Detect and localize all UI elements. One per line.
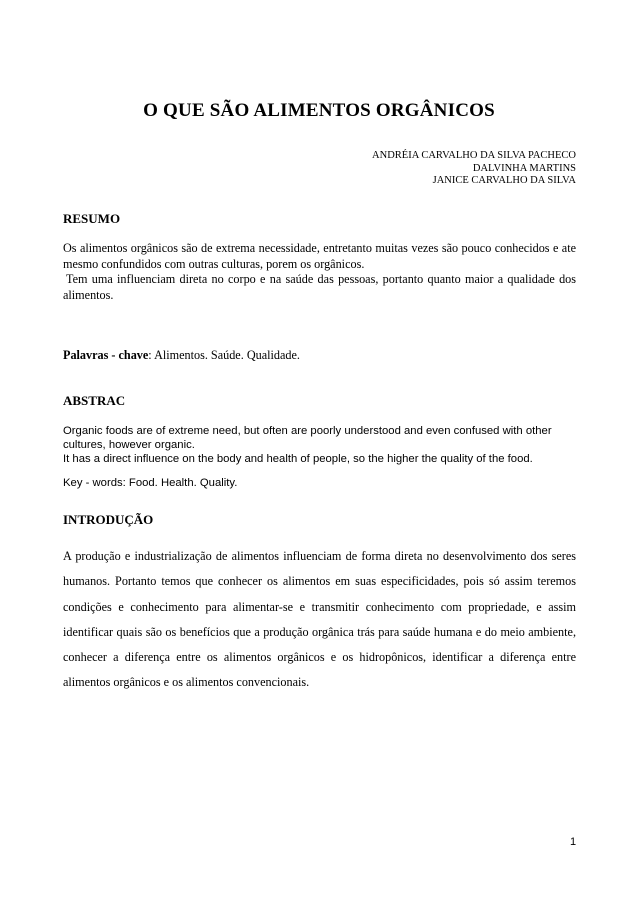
keywords-value: Alimentos. Saúde. Qualidade. — [154, 348, 300, 362]
author-name: DALVINHA MARTINS — [472, 162, 576, 174]
keywords-label: Palavras - chave — [63, 348, 149, 362]
resumo-paragraph-2: Tem uma influenciam direta no corpo e na saúde das pessoas, portanto quanto maior a qualidade dos alimentos. — [63, 272, 576, 302]
page-number: 1 — [570, 836, 577, 848]
introducao-section — [63, 512, 576, 696]
abstract-paragraph-1: Organic foods are of extreme need, but often are poorly understood and even confused with other cultures, however organic. — [63, 425, 552, 452]
abstract-paragraph-2: It has a direct influence on the body and health of people, so the higher the quality of the food. — [63, 453, 533, 466]
resumo-heading: RESUMO — [63, 211, 121, 226]
introducao-paragraph: A produção e industrialização de alimentos influenciam de forma direta no desenvolvimento dos seres humanos. Portanto temos que conhecer os alimentos em suas especificidades, pois só assim teremos condições e conhecimento para alimentar-se e transmitir conhecimento com propriedade, e assim identificar quais são os benefícios que a produção orgânica trás para saúde humana e do meio ambiente, conhecer a diferença entre os alimentos orgânicos e os hidropônicos, identificar a diferença entre alimentos orgânicos e os alimentos convencionais. — [63, 549, 576, 690]
abstract-keywords: Key - words: Food. Health. Quality. — [63, 476, 238, 489]
keywords-line — [63, 348, 576, 364]
keywords-separator: : — [148, 348, 155, 362]
resumo-section — [63, 211, 576, 303]
abstract-heading: ABSTRAC — [63, 393, 126, 408]
resumo-paragraph-1: Os alimentos orgânicos são de extrema necessidade, entretanto muitas vezes são pouco conhecidos e ate mesmo confundidos com outras culturas, porem os orgânicos. — [63, 241, 576, 271]
author-name: JANICE CARVALHO DA SILVA — [432, 175, 576, 187]
abstract-section — [63, 393, 576, 490]
author-list — [372, 150, 576, 188]
document-title: O QUE SÃO ALIMENTOS ORGÂNICOS — [143, 100, 495, 121]
introducao-heading: INTRODUÇÃO — [63, 512, 154, 527]
author-name: ANDRÉIA CARVALHO DA SILVA PACHECO — [372, 150, 576, 161]
